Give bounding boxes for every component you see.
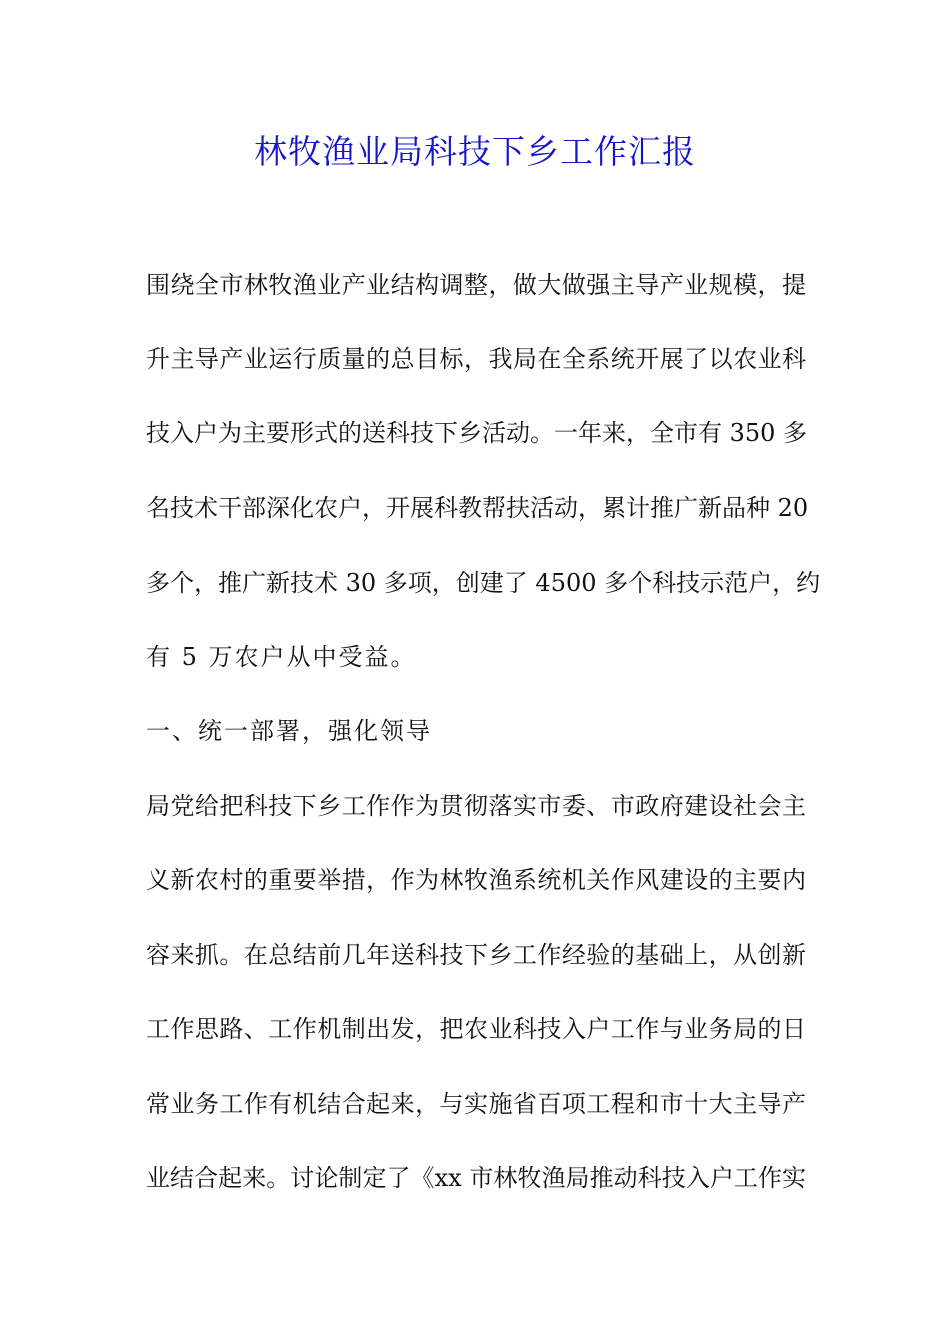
intro-line-5: 多个，推广新技术 30 多项，创建了 4500 多个科技示范户，约 (146, 569, 821, 597)
intro-line-6: 有 5 万农户从中受益。 (146, 643, 417, 671)
section-line-3: 容来抓。在总结前几年送科技下乡工作经验的基础上，从创新 (146, 941, 806, 969)
section-line-1: 局党给把科技下乡工作作为贯彻落实市委、市政府建设社会主 (146, 792, 806, 820)
intro-line-4: 名技术干部深化农户，开展科教帮扶活动，累计推广新品种 20 (146, 494, 809, 522)
intro-line-3: 技入户为主要形式的送科技下乡活动。一年来，全市有 350 多 (146, 419, 808, 447)
section-heading: 一、统一部署，强化领导 (146, 717, 432, 745)
intro-line-2: 升主导产业运行质量的总目标，我局在全系统开展了以农业科 (146, 345, 806, 373)
section-line-6: 业结合起来。讨论制定了《xx 市林牧渔局推动科技入户工作实 (146, 1164, 806, 1192)
section-line-4: 工作思路、工作机制出发，把农业科技入户工作与业务局的日 (146, 1015, 806, 1043)
section-line-5: 常业务工作有机结合起来，与实施省百项工程和市十大主导产 (146, 1090, 806, 1118)
section-line-2: 义新农村的重要举措，作为林牧渔系统机关作风建设的主要内 (146, 866, 806, 894)
intro-line-1: 围绕全市林牧渔业产业结构调整，做大做强主导产业规模，提 (146, 271, 806, 299)
document-title: 林牧渔业局科技下乡工作汇报 (254, 132, 696, 171)
